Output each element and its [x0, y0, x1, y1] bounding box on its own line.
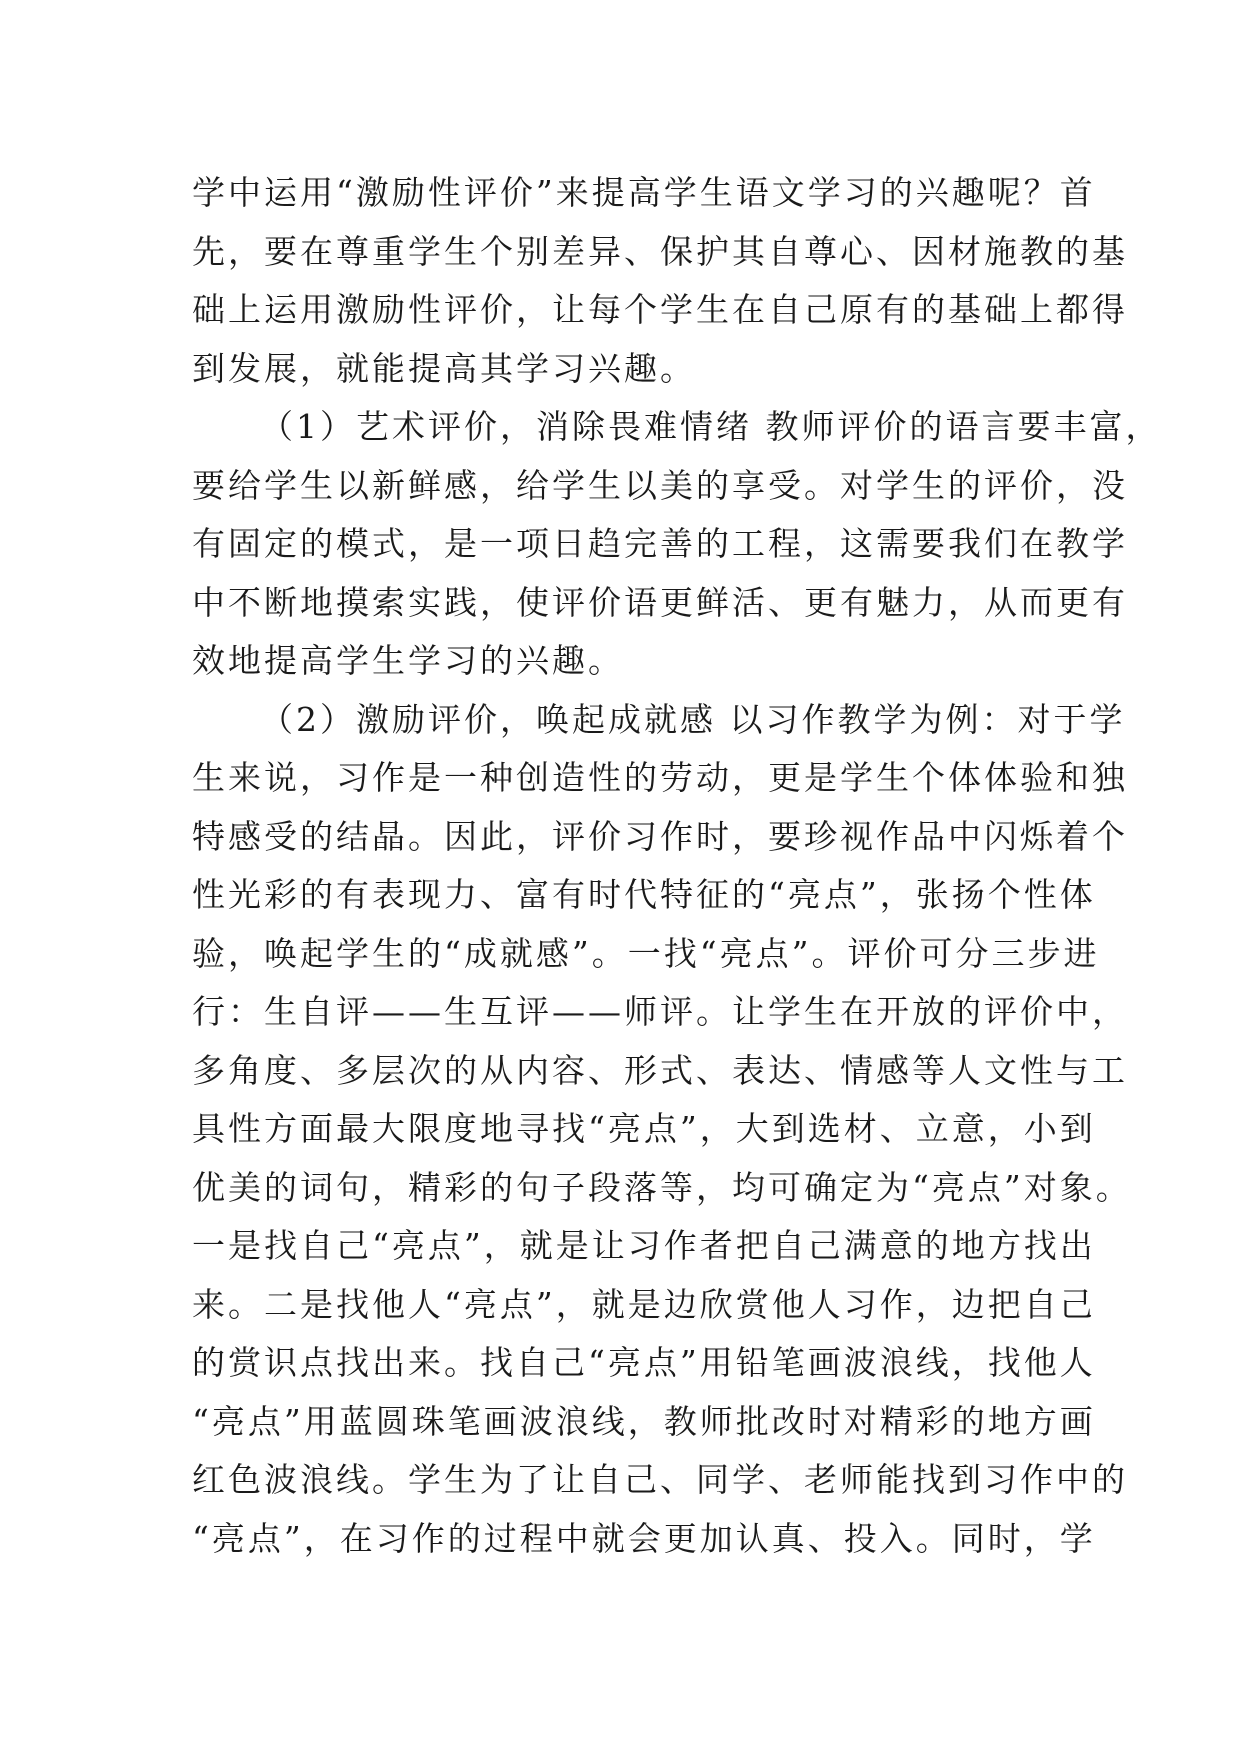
text-line: （1）艺术评价，消除畏难情绪 教师评价的语言要丰富， [260, 407, 1162, 446]
text-line: “亮点”，在习作的过程中就会更加认真、投入。同时，学 [192, 1518, 1096, 1558]
text-line: 到发展，就能提高其学习兴趣。 [192, 348, 696, 388]
text-line: 多角度、多层次的从内容、形式、表达、情感等人文性与工 [192, 1050, 1128, 1090]
text-line: 的赏识点找出来。找自己“亮点”用铅笔画波浪线，找他人 [192, 1343, 1096, 1382]
text-line: 生来说，习作是一种创造性的劳动，更是学生个体体验和独 [192, 758, 1128, 797]
text-line: 具性方面最大限度地寻找“亮点”，大到选材、立意，小到 [192, 1109, 1096, 1148]
text-line: 来。二是找他人“亮点”，就是边欣赏他人习作，边把自己 [192, 1284, 1096, 1324]
text-line: 础上运用激励性评价，让每个学生在自己原有的基础上都得 [192, 290, 1128, 329]
text-line: 优美的词句，精彩的句子段落等，均可确定为“亮点”对象。 [192, 1167, 1132, 1207]
text-line: （2）激励评价，唤起成就感 以习作教学为例：对于学 [260, 699, 1126, 739]
text-line: 学中运用“激励性评价”来提高学生语文学习的兴趣呢？首 [192, 173, 1096, 212]
text-line: 特感受的结晶。因此，评价习作时，要珍视作品中闪烁着个 [192, 816, 1128, 856]
text-line: 有固定的模式，是一项日趋完善的工程，这需要我们在教学 [192, 524, 1128, 563]
text-line: 行：生自评——生互评——师评。让学生在开放的评价中， [192, 992, 1128, 1031]
text-line: 先，要在尊重学生个别差异、保护其自尊心、因材施教的基 [192, 231, 1128, 271]
body-text [192, 164, 1162, 1568]
text-line: 性光彩的有表现力、富有时代特征的“亮点”，张扬个性体 [192, 875, 1096, 914]
text-line: 验，唤起学生的“成就感”。一找“亮点”。评价可分三步进 [192, 933, 1100, 973]
text-line: 中不断地摸索实践，使评价语更鲜活、更有魅力，从而更有 [192, 582, 1128, 622]
text-line: 效地提高学生学习的兴趣。 [192, 641, 624, 680]
text-line: 一是找自己“亮点”，就是让习作者把自己满意的地方找出 [192, 1226, 1096, 1265]
text-line: “亮点”用蓝圆珠笔画波浪线，教师批改时对精彩的地方画 [192, 1401, 1096, 1441]
text-line: 红色波浪线。学生为了让自己、同学、老师能找到习作中的 [192, 1460, 1128, 1499]
text-line: 要给学生以新鲜感，给学生以美的享受。对学生的评价，没 [192, 465, 1128, 505]
